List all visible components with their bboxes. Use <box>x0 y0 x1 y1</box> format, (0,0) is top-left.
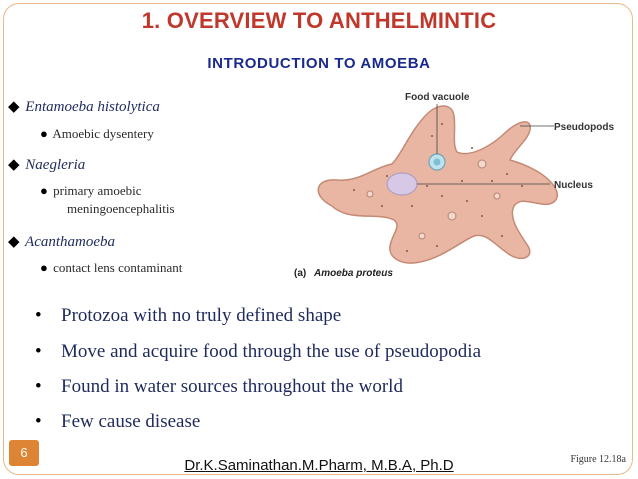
bullet-dot-icon: • <box>35 305 42 326</box>
food-vacuole-label: Food vacuole <box>405 92 470 103</box>
bullet-dot-icon: • <box>35 411 42 432</box>
figure-caption-prefix: (a) <box>294 268 307 279</box>
bullet-circle-icon: ● <box>40 126 48 141</box>
organism-name: Entamoeba histolytica <box>25 99 160 115</box>
organism-detail-continued: meningoencephalitis <box>67 201 175 216</box>
amoeba-body <box>318 106 557 263</box>
list-item: • Found in water sources throughout the world <box>35 376 403 397</box>
author-footer: Dr.K.Saminathan.M.Pharm, M.B.A, Ph.D <box>184 457 454 474</box>
slide-title: 1. OVERVIEW TO ANTHELMINTIC <box>141 8 497 33</box>
organism-item <box>8 155 85 174</box>
figure-caption-name: Amoeba proteus <box>314 268 393 279</box>
pseudopods-label: Pseudopods <box>554 122 615 133</box>
nucleus-shape <box>387 173 417 195</box>
vacuole-small <box>419 233 425 239</box>
vacuole-small <box>448 212 456 220</box>
list-item: • Few cause disease <box>35 411 201 432</box>
bullet-diamond-icon: ◆ <box>8 99 20 115</box>
bullet-diamond-icon: ◆ <box>8 157 20 173</box>
list-item: • Move and acquire food through the use of pseudopodia <box>35 341 482 362</box>
organism-name: Naegleria <box>25 157 86 173</box>
vacuole-small <box>478 160 486 168</box>
vacuole-small <box>367 191 373 197</box>
organism-detail: ● contact lens contaminant <box>40 260 183 275</box>
vacuole-small <box>494 193 500 199</box>
food-vacuole-core <box>434 159 441 166</box>
list-item: • Protozoa with no truly defined shape <box>35 305 342 326</box>
figure-reference: Figure 12.18a <box>570 454 626 465</box>
organism-item <box>8 232 115 251</box>
organism-detail: ● Amoebic dysentery <box>40 126 154 141</box>
bullet-circle-icon: ● <box>40 183 48 198</box>
bullet-diamond-icon: ◆ <box>8 234 20 250</box>
organism-detail: ● primary amoebic <box>40 183 142 198</box>
page-number: 6 <box>20 445 28 460</box>
bullet-dot-icon: • <box>35 341 42 362</box>
bullet-dot-icon: • <box>35 376 42 397</box>
slide-subtitle: INTRODUCTION TO AMOEBA <box>207 55 431 72</box>
amoeba-figure <box>292 86 632 281</box>
bullet-circle-icon: ● <box>40 260 48 275</box>
organism-name: Acanthamoeba <box>25 234 116 250</box>
organism-item <box>8 97 160 116</box>
nucleus-label: Nucleus <box>554 180 593 191</box>
